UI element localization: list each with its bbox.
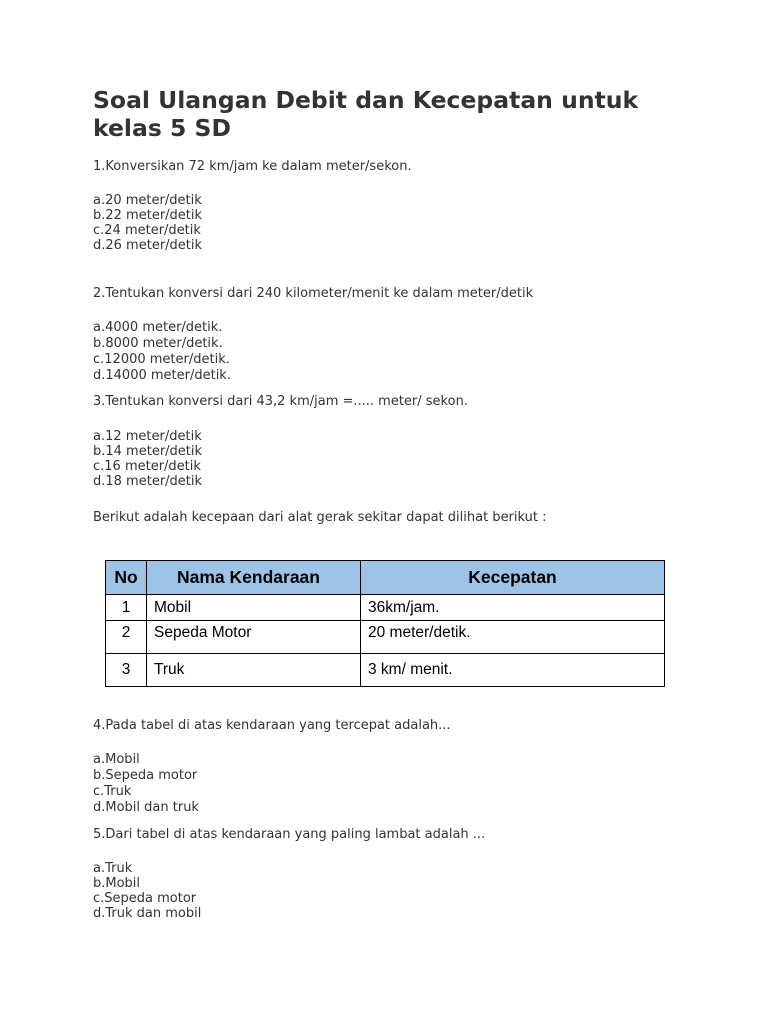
header-vehicle-name: Nama Kendaraan [147, 561, 361, 595]
cell-no: 2 [106, 621, 147, 654]
question-1: 1.Konversikan 72 km/jam ke dalam meter/sekon. [93, 159, 412, 174]
question-5-options [93, 861, 201, 921]
table-row [106, 654, 665, 687]
option-a: a.Mobil [93, 752, 140, 767]
question-3: 3.Tentukan konversi dari 43,2 km/jam =..... meter/ sekon. [93, 394, 468, 409]
cell-vehicle: Sepeda Motor [147, 621, 361, 654]
option-b: b.8000 meter/detik. [93, 336, 223, 351]
table-header-row [106, 561, 665, 595]
question-1-options [93, 193, 202, 253]
question-3-options [93, 429, 202, 489]
vehicle-speed-table [105, 560, 665, 687]
option-b: b.Sepeda motor [93, 768, 198, 783]
option-d: d.14000 meter/detik. [93, 368, 231, 383]
option-c: c.Sepeda motor [93, 891, 197, 906]
header-speed: Kecepatan [361, 561, 665, 595]
option-b: b.14 meter/detik [93, 444, 203, 459]
option-d: d.Truk dan mobil [93, 906, 202, 921]
header-no: No [106, 561, 147, 595]
cell-vehicle: Mobil [147, 595, 361, 621]
cell-vehicle: Truk [147, 654, 361, 687]
question-2: 2.Tentukan konversi dari 240 kilometer/menit ke dalam meter/detik [93, 286, 534, 301]
table-row [106, 595, 665, 621]
option-c: c.16 meter/detik [93, 459, 201, 474]
page-title: Soal Ulangan Debit dan Kecepatan untuk kelas 5 SD [93, 86, 639, 142]
option-b: b.Mobil [93, 876, 141, 891]
question-2-options [93, 320, 231, 384]
option-a: a.20 meter/detik [93, 193, 202, 208]
cell-speed: 3 km/ menit. [361, 654, 665, 687]
option-d: d.18 meter/detik [93, 474, 203, 489]
cell-speed: 36km/jam. [361, 595, 665, 621]
option-a: a.12 meter/detik [93, 429, 202, 444]
table-intro: Berikut adalah kecepaan dari alat gerak sekitar dapat dilihat berikut : [93, 510, 547, 525]
question-4-options [93, 752, 199, 816]
option-a: a.Truk [93, 861, 133, 876]
cell-speed: 20 meter/detik. [361, 621, 665, 654]
cell-no: 3 [106, 654, 147, 687]
option-d: d.Mobil dan truk [93, 800, 199, 815]
option-c: c.12000 meter/detik. [93, 352, 230, 367]
question-5: 5.Dari tabel di atas kendaraan yang paling lambat adalah ... [93, 827, 486, 842]
option-b: b.22 meter/detik [93, 208, 203, 223]
option-d: d.26 meter/detik [93, 238, 203, 253]
table-row [106, 621, 665, 654]
option-c: c.24 meter/detik [93, 223, 201, 238]
option-c: c.Truk [93, 784, 132, 799]
cell-no: 1 [106, 595, 147, 621]
option-a: a.4000 meter/detik. [93, 320, 223, 335]
question-4: 4.Pada tabel di atas kendaraan yang tercepat adalah... [93, 718, 451, 733]
